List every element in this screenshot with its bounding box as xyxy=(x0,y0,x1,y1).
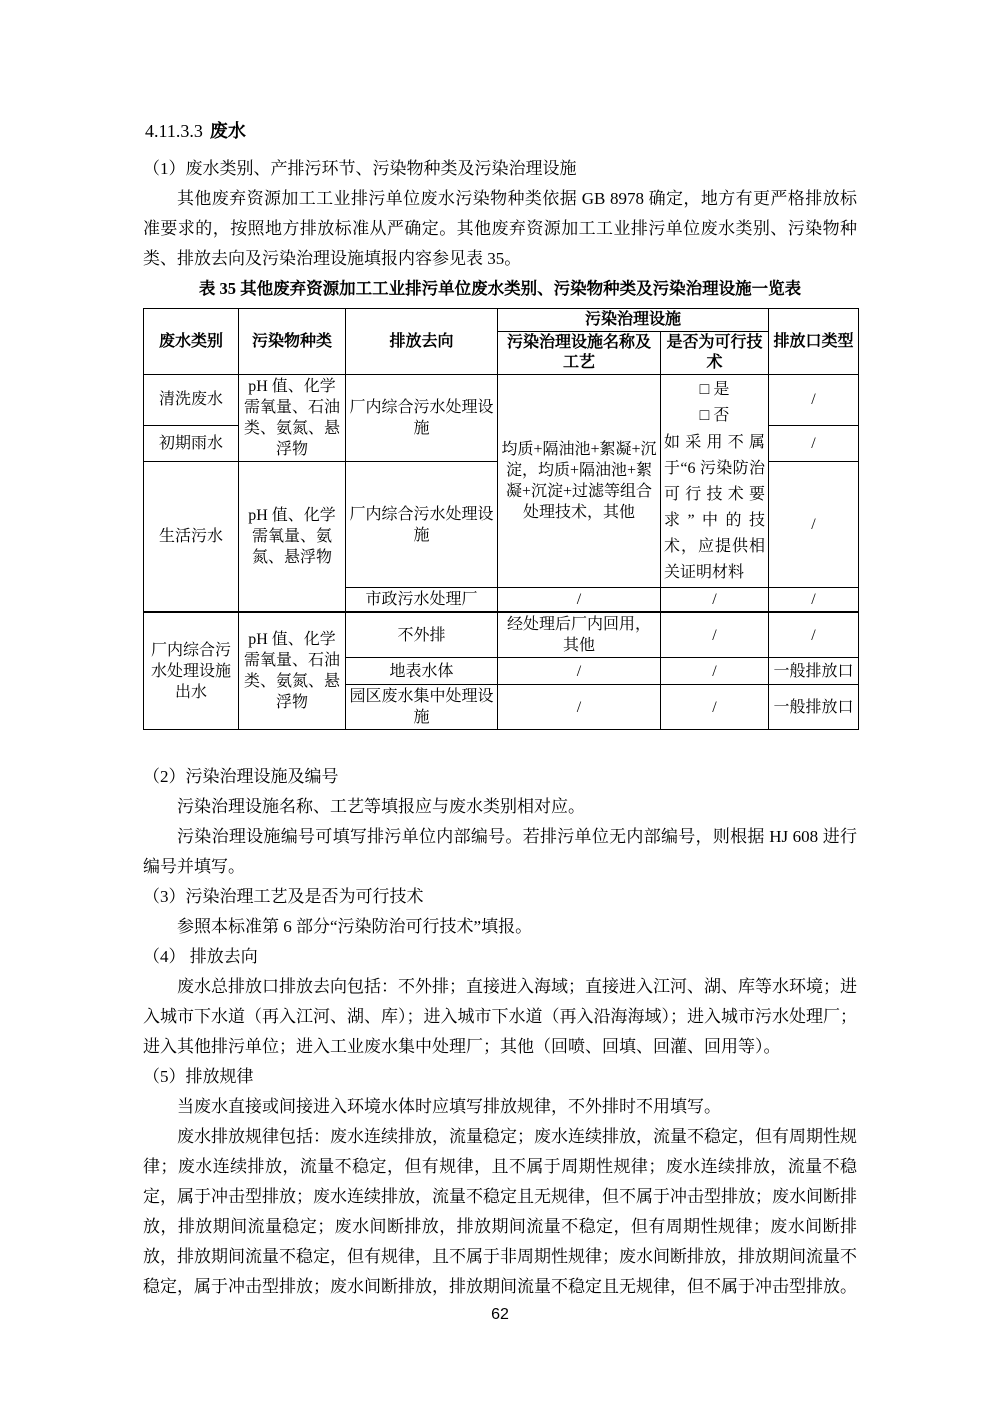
cell-outlet-slash-1: / xyxy=(769,375,859,426)
cell-dest-no-discharge: 不外排 xyxy=(346,612,498,658)
header-outlet-type: 排放口类型 xyxy=(769,309,859,375)
cell-dest-surface-water: 地表水体 xyxy=(346,658,498,685)
cell-outlet-general-2: 一般排放口 xyxy=(769,685,859,730)
table-row xyxy=(144,375,859,426)
cell-feasible-tech xyxy=(661,375,769,588)
section-number: 4.11.3.3 xyxy=(145,121,203,141)
section-heading xyxy=(145,116,857,146)
cell-process-slash-2: / xyxy=(498,658,661,685)
cell-pollutants-cleaning: pH 值、化学需氧量、石油类、氨氮、悬浮物 xyxy=(239,375,346,462)
header-pollutant-type: 污染物种类 xyxy=(239,309,346,375)
cell-outlet-slash-3: / xyxy=(769,462,859,588)
header-discharge-destination: 排放去向 xyxy=(346,309,498,375)
cell-type-domestic-sewage: 生活污水 xyxy=(144,462,239,613)
paragraph-body-5a: 当废水直接或间接进入环境水体时应填写排放规律，不外排时不用填写。 xyxy=(177,1097,721,1116)
paragraph-item-4: （4） 排放去向 xyxy=(143,947,258,966)
cell-feasible-slash-4: / xyxy=(661,685,769,730)
page-content xyxy=(143,0,857,1302)
paragraph-body-1: 其他废弃资源加工工业排污单位废水污染物种类依据 GB 8978 确定，地方有更严格排放标准要求的，按照地方排放标准从严确定。其他废弃资源加工工业排污单位废水类别、污染物种类、排放去向及污染治理设施填报内容参见表 35。 xyxy=(143,189,857,268)
cell-outlet-slash-4: / xyxy=(769,588,859,613)
paragraph-item-1: （1）废水类别、产排污环节、污染物种类及污染治理设施 xyxy=(143,159,577,178)
cell-feasible-slash-3: / xyxy=(661,658,769,685)
checkbox-yes: □ 是 xyxy=(699,381,730,398)
paragraph-body-4: 废水总排放口排放去向包括：不外排；直接进入海域；直接进入江河、湖、库等水环境；进入城市下水道（再入江河、湖、库）；进入城市下水道（再入沿海海域）；进入城市污水处理厂；进入其他排污单位；进入工业废水集中处理厂；其他（回喷、回填、回灌、回用等）。 xyxy=(143,977,857,1056)
cell-dest-plant-facility-2: 厂内综合污水处理设施 xyxy=(346,462,498,588)
cell-type-cleaning-wastewater: 清洗废水 xyxy=(144,375,239,426)
section-title: 废水 xyxy=(209,121,246,141)
cell-process-slash-1: / xyxy=(498,588,661,613)
cell-outlet-general-1: 一般排放口 xyxy=(769,658,859,685)
cell-process-reuse: 经处理后厂内回用，其他 xyxy=(498,612,661,658)
paragraph-item-2: （2）污染治理设施及编号 xyxy=(143,767,339,786)
paragraph-item-3: （3）污染治理工艺及是否为可行技术 xyxy=(143,887,424,906)
body-text-block xyxy=(143,762,857,1302)
cell-type-initial-rainwater: 初期雨水 xyxy=(144,425,239,461)
cell-outlet-slash-2: / xyxy=(769,425,859,461)
cell-outlet-slash-5: / xyxy=(769,612,859,658)
wastewater-table xyxy=(143,308,859,730)
paragraph-body-2a: 污染治理设施名称、工艺等填报应与废水类别相对应。 xyxy=(177,797,585,816)
header-wastewater-type: 废水类别 xyxy=(144,309,239,375)
header-feasible-tech: 是否为可行技术 xyxy=(661,332,769,375)
table-row xyxy=(144,612,859,658)
header-facility-name-process: 污染治理设施名称及工艺 xyxy=(498,332,661,375)
checkbox-no: □ 否 xyxy=(699,407,730,424)
cell-pollutants-domestic: pH 值、化学需氧量、氨氮、悬浮物 xyxy=(239,462,346,613)
cell-feasible-slash-2: / xyxy=(661,612,769,658)
table-header-row-1 xyxy=(144,309,859,332)
paragraph-item-5: （5）排放规律 xyxy=(143,1067,254,1086)
cell-dest-plant-facility-1: 厂内综合污水处理设施 xyxy=(346,375,498,462)
header-treatment-group: 污染治理设施 xyxy=(498,309,769,332)
cell-process-slash-3: / xyxy=(498,685,661,730)
cell-process-combination: 均质+隔油池+絮凝+沉淀，均质+隔油池+絮凝+沉淀+过滤等组合处理技术，其他 xyxy=(498,375,661,588)
cell-type-plant-facility-effluent: 厂内综合污水处理设施出水 xyxy=(144,612,239,730)
cell-feasible-slash-1: / xyxy=(661,588,769,613)
page-number: 62 xyxy=(491,1306,509,1323)
feasible-tech-note: 如采用不属于“6 污染防治可行技术要求”中的技术，应提供相关证明材料 xyxy=(664,434,766,581)
table-caption: 表 35 其他废弃资源加工工业排污单位废水类别、污染物种类及污染治理设施一览表 xyxy=(198,279,802,298)
paragraph-body-5b: 废水排放规律包括：废水连续排放，流量稳定；废水连续排放，流量不稳定，但有周期性规律；废水连续排放，流量不稳定，但有规律，且不属于周期性规律；废水连续排放，流量不稳定，属于冲击型排放；废水连续排放，流量不稳定且无规律，但不属于冲击型排放；废水间断排放，排放期间流量稳定；废水间断排放，排放期间流量不稳定，但有周期性规律；废水间断排放，排放期间流量不稳定，但有规律，且不属于非周期性规律；废水间断排放，排放期间流量不稳定，属于冲击型排放；废水间断排放，排放期间流量不稳定且无规律，但不属于冲击型排放。 xyxy=(143,1127,857,1296)
paragraph-body-2b: 污染治理设施编号可填写排污单位内部编号。若排污单位无内部编号，则根据 HJ 608 进行编号并填写。 xyxy=(143,827,857,876)
paragraph-body-3: 参照本标准第 6 部分“污染防治可行技术”填报。 xyxy=(177,917,533,936)
cell-dest-municipal-plant: 市政污水处理厂 xyxy=(346,588,498,613)
cell-pollutants-effluent: pH 值、化学需氧量、石油类、氨氮、悬浮物 xyxy=(239,612,346,730)
cell-dest-park-central: 园区废水集中处理设施 xyxy=(346,685,498,730)
